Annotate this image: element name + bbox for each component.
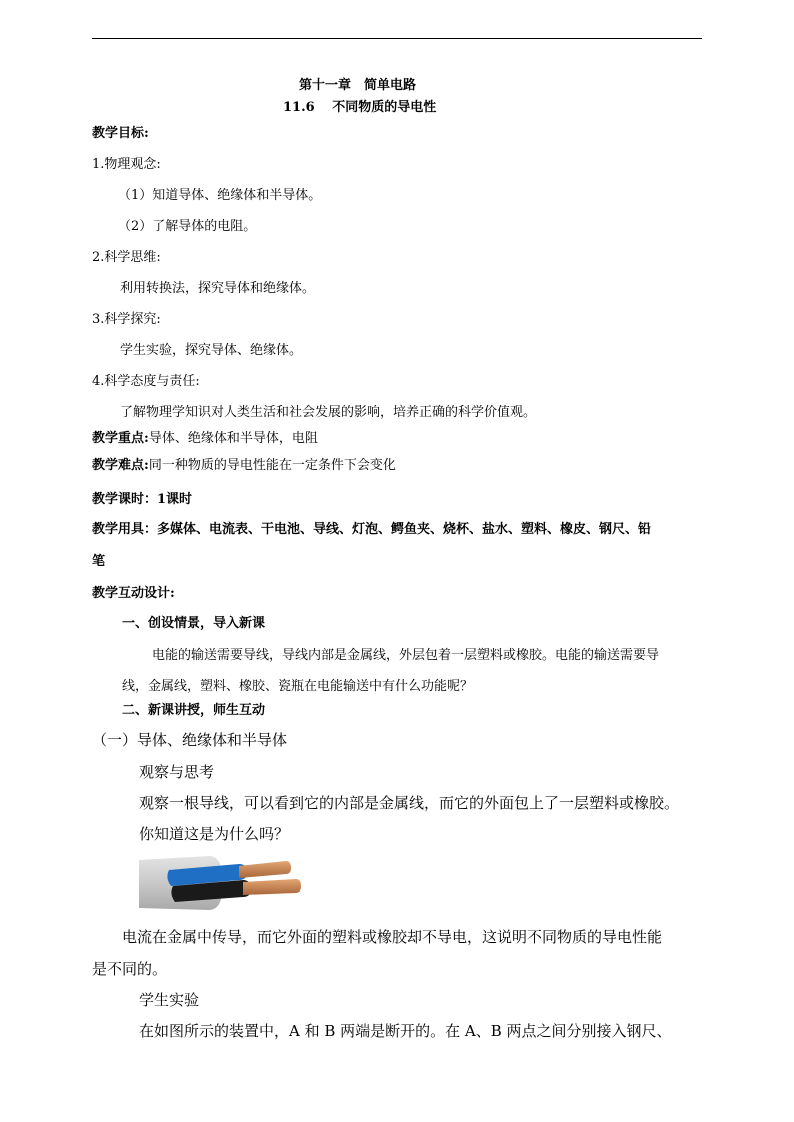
objective-1-title: 1.物理观念: xyxy=(92,157,161,172)
experiment-title: 学生实验 xyxy=(139,991,200,1009)
observe-line-1: 观察一根导线，可以看到它的内部是金属线，而它的外面包上了一层塑料或橡胶。 xyxy=(139,794,680,812)
copper-conductor-2 xyxy=(243,879,301,895)
part-1-line-1: 电能的输送需要导线，导线内部是金属线，外层包着一层塑料或橡胶。电能的输送需要导 xyxy=(152,648,660,663)
header-rule xyxy=(92,38,702,39)
objective-2-title: 2.科学思维: xyxy=(92,250,161,265)
objective-2-line-1: 利用转换法，探究导体和绝缘体。 xyxy=(120,281,316,296)
subsection-1-title: （一）导体、绝缘体和半导体 xyxy=(92,731,288,749)
cable-image xyxy=(139,852,304,914)
objective-3-line-1: 学生实验，探究导体、绝缘体。 xyxy=(120,343,303,358)
part-1-title: 一、创设情景，导入新课 xyxy=(122,616,266,631)
teaching-hours: 教学课时：1课时 xyxy=(92,492,193,507)
difficulties-label: 教学难点: xyxy=(92,458,149,473)
teaching-tools-line-2: 笔 xyxy=(92,554,106,569)
part-2-title: 二、新课讲授，师生互动 xyxy=(122,703,266,718)
key-points-text: 导体、绝缘体和半导体，电阻 xyxy=(148,431,318,446)
objectives-heading: 教学目标: xyxy=(92,126,149,141)
conclusion-line-1: 电流在金属中传导，而它外面的塑料或橡胶却不导电，这说明不同物质的导电性能 xyxy=(122,928,663,946)
section-title: 11.6 不同物质的导电性 xyxy=(283,100,437,115)
copper-conductor-1 xyxy=(239,861,291,878)
objective-1-line-1: （1）知道导体、绝缘体和半导体。 xyxy=(118,188,322,203)
objective-4-line-1: 了解物理学知识对人类生活和社会发展的影响，培养正确的科学价值观。 xyxy=(120,405,537,420)
objective-1-line-2: （2）了解导体的电阻。 xyxy=(118,219,257,234)
observe-line-2: 你知道这是为什么吗？ xyxy=(139,825,290,843)
key-points-label: 教学重点: xyxy=(92,431,149,446)
chapter-title: 第十一章 简单电路 xyxy=(299,78,417,93)
teaching-tools-line-1: 教学用具：多媒体、电流表、干电池、导线、灯泡、鳄鱼夹、烧杯、盐水、塑料、橡皮、钢尺、铅 xyxy=(92,522,652,537)
difficulties xyxy=(92,458,396,474)
observe-title: 观察与思考 xyxy=(139,763,215,781)
experiment-line-1: 在如图所示的装置中，A 和 B 两端是断开的。在 A、B 两点之间分别接入钢尺、 xyxy=(139,1022,672,1040)
key-points xyxy=(92,431,318,447)
conclusion-line-2: 是不同的。 xyxy=(92,960,168,978)
difficulties-text: 同一种物质的导电性能在一定条件下会变化 xyxy=(148,458,396,473)
objective-3-title: 3.科学探究: xyxy=(92,312,161,327)
objective-4-title: 4.科学态度与责任: xyxy=(92,374,200,389)
design-heading: 教学互动设计: xyxy=(92,586,175,601)
part-1-line-2: 线，金属线，塑料、橡胶、瓷瓶在电能输送中有什么功能呢？ xyxy=(122,679,474,694)
